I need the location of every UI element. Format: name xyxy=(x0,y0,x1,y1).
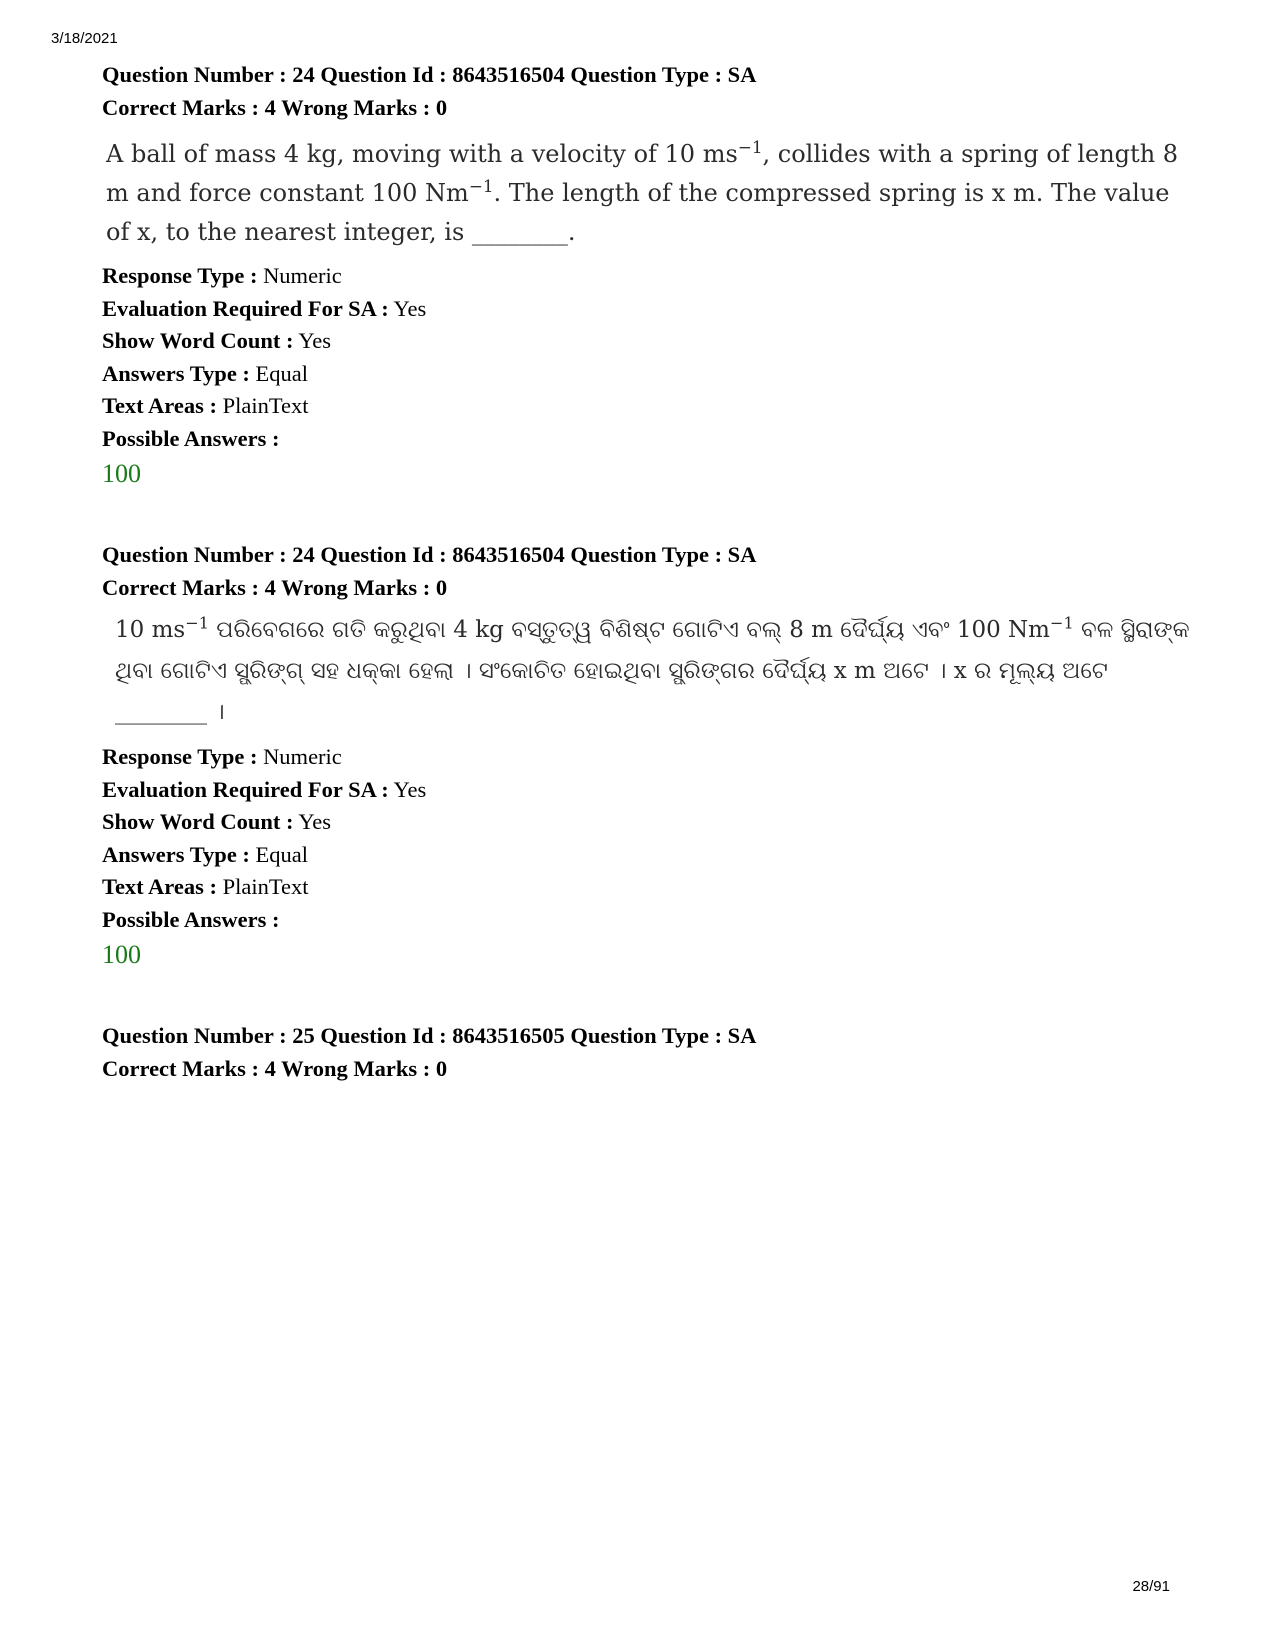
word-count-label: Show Word Count : xyxy=(102,328,294,353)
question-text xyxy=(115,610,1190,733)
text-areas-value: PlainText xyxy=(222,393,309,418)
evaluation-label: Evaluation Required For SA : xyxy=(102,776,389,802)
question-text-part: 10 ms xyxy=(115,617,186,643)
evaluation-label: Evaluation Required For SA : xyxy=(102,295,389,321)
print-date: 3/18/2021 xyxy=(51,30,118,47)
response-type-row xyxy=(102,260,1192,293)
response-type-label: Response Type : xyxy=(102,263,258,288)
word-count-row xyxy=(102,325,1192,358)
text-areas-row xyxy=(102,390,1192,423)
superscript: −1 xyxy=(1049,613,1074,633)
question-marks: Correct Marks : 4 Wrong Marks : 0 xyxy=(102,575,448,600)
possible-answer-value: 100 xyxy=(102,940,141,969)
document-content xyxy=(102,58,1192,1131)
question-text-part: . The length of the compressed spring is x m. The value of x, to the nearest integer, is ________. xyxy=(106,179,1170,246)
question-text-part: , collides with a spring of length 8 m and force constant 100 Nm xyxy=(106,140,1179,207)
question-text-part: ବଳ ସ୍ଥିରାଙ୍କ ଥିବା ଗୋଟିଏ ସ୍ପ୍ରିଙ୍ଗ୍ ସହ ଧକ୍କା ହେଲା । ସଂକୋଚିତ ହୋଇଥିବା ସ୍ପ୍ରିଙ୍ଗର ଦୈର୍ଘ୍ୟ x m ଅଟେ । x ର ମୂଲ୍ୟ ଅଟେ ________ । xyxy=(115,617,1190,725)
word-count-value: Yes xyxy=(298,328,332,353)
question-text xyxy=(106,135,1191,252)
possible-answers-row xyxy=(102,904,1192,937)
question-text-part: ପରିବେଗରେ ଗତି କରୁଥିବା 4 kg ବସ୍ତୁତ୍ୱ ବିଶିଷ୍ଟ ଗୋଟିଏ ବଲ୍ 8 m ଦୈର୍ଘ୍ୟ ଏବଂ 100 Nm xyxy=(208,617,1050,643)
evaluation-row xyxy=(102,293,1192,326)
question-header: Question Number : 25 Question Id : 8643516505 Question Type : SA xyxy=(102,1023,757,1048)
question-text-part: A ball of mass 4 kg, moving with a velocity of 10 ms xyxy=(106,140,738,168)
question-marks: Correct Marks : 4 Wrong Marks : 0 xyxy=(102,95,448,120)
word-count-value: Yes xyxy=(298,809,332,834)
possible-answers-label: Possible Answers : xyxy=(102,906,280,932)
word-count-label: Show Word Count : xyxy=(102,809,294,834)
question-marks: Correct Marks : 4 Wrong Marks : 0 xyxy=(102,1056,448,1081)
question-block xyxy=(102,1019,1192,1085)
answers-type-row xyxy=(102,839,1192,872)
question-header: Question Number : 24 Question Id : 8643516504 Question Type : SA xyxy=(102,542,757,567)
possible-answer-value: 100 xyxy=(102,459,141,488)
possible-answers-label: Possible Answers : xyxy=(102,425,280,451)
answers-type-label: Answers Type : xyxy=(102,360,250,386)
text-areas-label: Text Areas : xyxy=(102,874,217,899)
answers-type-row xyxy=(102,358,1192,391)
text-areas-value: PlainText xyxy=(222,874,309,899)
evaluation-row xyxy=(102,774,1192,807)
response-type-label: Response Type : xyxy=(102,744,258,769)
text-areas-label: Text Areas : xyxy=(102,393,217,418)
answers-type-value: Equal xyxy=(255,841,309,867)
answers-type-value: Equal xyxy=(255,360,309,386)
text-areas-row xyxy=(102,871,1192,904)
superscript: −1 xyxy=(185,613,209,633)
evaluation-value: Yes xyxy=(393,776,427,802)
question-block xyxy=(102,58,1192,492)
question-block xyxy=(102,538,1192,973)
response-type-value: Numeric xyxy=(263,263,342,288)
response-type-row xyxy=(102,741,1192,774)
question-header: Question Number : 24 Question Id : 8643516504 Question Type : SA xyxy=(102,62,757,87)
superscript: −1 xyxy=(468,176,494,196)
evaluation-value: Yes xyxy=(393,295,427,321)
page-number: 28/91 xyxy=(1132,1578,1170,1595)
response-type-value: Numeric xyxy=(263,744,342,769)
possible-answers-row xyxy=(102,423,1192,456)
superscript: −1 xyxy=(737,137,763,157)
word-count-row xyxy=(102,806,1192,839)
answers-type-label: Answers Type : xyxy=(102,841,250,867)
